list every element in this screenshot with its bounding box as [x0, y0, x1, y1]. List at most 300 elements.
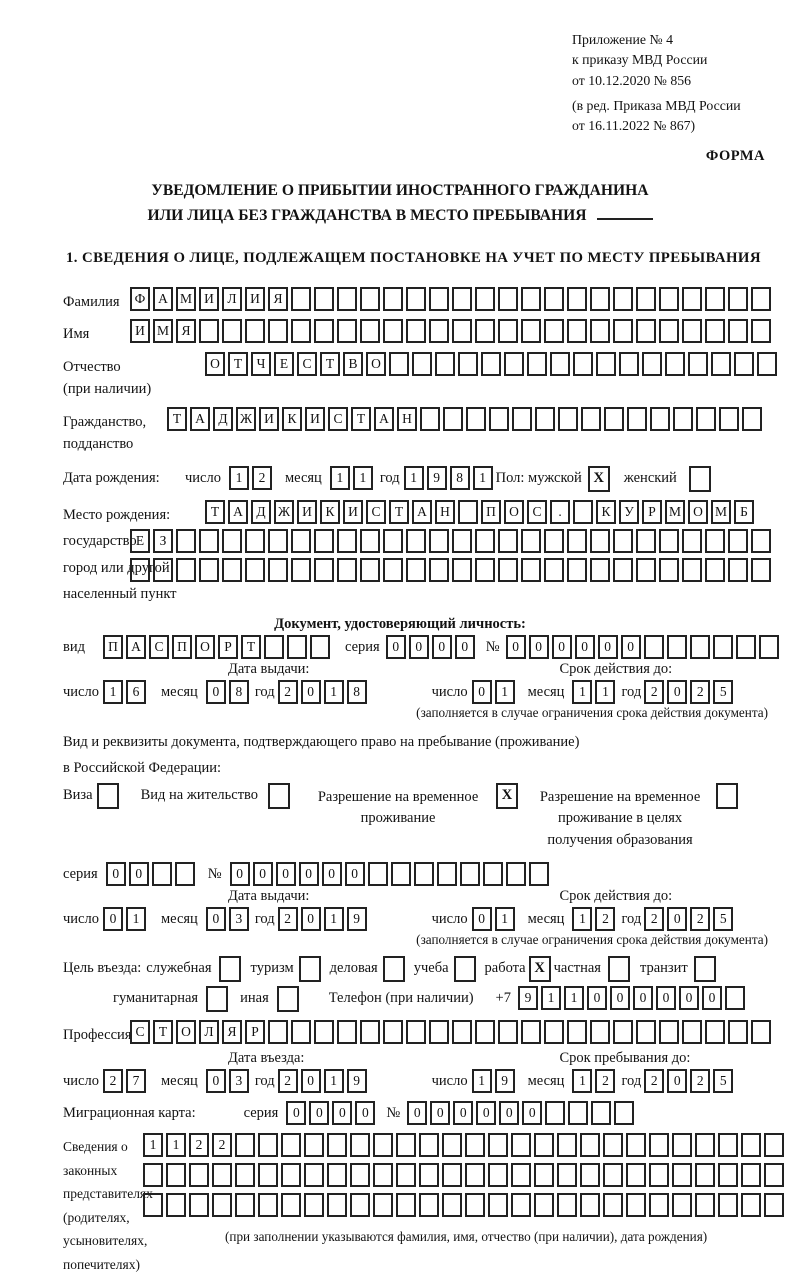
char-cell[interactable]: 0 [230, 862, 250, 886]
char-cell[interactable] [268, 558, 288, 582]
char-cell[interactable] [719, 407, 739, 431]
char-cell[interactable] [189, 1193, 209, 1217]
char-cell[interactable] [475, 558, 495, 582]
char-cell[interactable] [199, 319, 219, 343]
char-cell[interactable]: Т [351, 407, 371, 431]
char-cell[interactable] [291, 558, 311, 582]
char-cell[interactable] [636, 1020, 656, 1044]
char-cell[interactable] [488, 1163, 508, 1187]
char-cell[interactable]: 1 [473, 466, 493, 490]
char-cell[interactable] [659, 558, 679, 582]
purpose-private-checkbox[interactable] [608, 956, 630, 982]
char-cell[interactable]: 0 [455, 635, 475, 659]
char-cell[interactable] [696, 407, 716, 431]
char-cell[interactable] [481, 352, 501, 376]
char-cell[interactable]: С [149, 635, 169, 659]
char-cell[interactable]: 8 [347, 680, 367, 704]
char-cell[interactable] [718, 1163, 738, 1187]
char-cell[interactable]: 3 [229, 907, 249, 931]
char-cell[interactable]: М [176, 287, 196, 311]
char-cell[interactable] [175, 862, 195, 886]
char-cell[interactable] [613, 529, 633, 553]
birth-year-input[interactable] [404, 466, 496, 490]
char-cell[interactable] [544, 1020, 564, 1044]
char-cell[interactable]: 1 [324, 907, 344, 931]
char-cell[interactable] [521, 1020, 541, 1044]
char-cell[interactable] [488, 1193, 508, 1217]
permit-valid-day-input[interactable] [472, 907, 518, 931]
char-cell[interactable] [420, 407, 440, 431]
char-cell[interactable] [636, 529, 656, 553]
visa-checkbox[interactable] [97, 783, 119, 809]
char-cell[interactable] [414, 862, 434, 886]
char-cell[interactable] [590, 558, 610, 582]
char-cell[interactable] [452, 1020, 472, 1044]
doc-valid-year-input[interactable] [644, 680, 736, 704]
char-cell[interactable]: 0 [621, 635, 641, 659]
char-cell[interactable]: 0 [667, 680, 687, 704]
char-cell[interactable] [573, 500, 593, 524]
char-cell[interactable] [199, 529, 219, 553]
char-cell[interactable] [304, 1193, 324, 1217]
char-cell[interactable] [245, 558, 265, 582]
char-cell[interactable] [287, 635, 307, 659]
char-cell[interactable] [529, 862, 549, 886]
char-cell[interactable] [521, 287, 541, 311]
char-cell[interactable] [711, 352, 731, 376]
char-cell[interactable] [235, 1133, 255, 1157]
char-cell[interactable] [521, 529, 541, 553]
char-cell[interactable]: 0 [575, 635, 595, 659]
char-cell[interactable] [695, 1133, 715, 1157]
permit-issue-year-input[interactable] [278, 907, 370, 931]
char-cell[interactable]: 0 [702, 986, 722, 1010]
char-cell[interactable]: 0 [522, 1101, 542, 1125]
char-cell[interactable] [310, 635, 330, 659]
char-cell[interactable] [391, 862, 411, 886]
permit-number-input[interactable] [230, 862, 552, 886]
residence-permit-checkbox[interactable] [268, 783, 290, 809]
migcard-series-input[interactable] [286, 1101, 378, 1125]
char-cell[interactable] [751, 1020, 771, 1044]
rvp-education-checkbox[interactable] [716, 783, 738, 809]
char-cell[interactable]: 0 [633, 986, 653, 1010]
permit-valid-month-input[interactable] [572, 907, 618, 931]
char-cell[interactable] [406, 287, 426, 311]
char-cell[interactable] [498, 1020, 518, 1044]
char-cell[interactable] [452, 319, 472, 343]
representatives-row1-input[interactable] [143, 1133, 787, 1157]
char-cell[interactable]: 1 [166, 1133, 186, 1157]
char-cell[interactable] [544, 319, 564, 343]
char-cell[interactable] [759, 635, 779, 659]
char-cell[interactable] [327, 1163, 347, 1187]
char-cell[interactable]: О [504, 500, 524, 524]
char-cell[interactable]: Ж [236, 407, 256, 431]
char-cell[interactable] [672, 1193, 692, 1217]
char-cell[interactable] [511, 1193, 531, 1217]
char-cell[interactable]: М [665, 500, 685, 524]
char-cell[interactable] [567, 287, 587, 311]
char-cell[interactable] [268, 319, 288, 343]
char-cell[interactable] [435, 352, 455, 376]
char-cell[interactable] [764, 1193, 784, 1217]
char-cell[interactable] [613, 558, 633, 582]
char-cell[interactable] [764, 1133, 784, 1157]
char-cell[interactable]: А [412, 500, 432, 524]
char-cell[interactable] [667, 635, 687, 659]
doc-kind-input[interactable] [103, 635, 333, 659]
char-cell[interactable] [419, 1163, 439, 1187]
char-cell[interactable] [245, 529, 265, 553]
char-cell[interactable]: 2 [644, 907, 664, 931]
char-cell[interactable]: 0 [106, 862, 126, 886]
char-cell[interactable]: 2 [189, 1133, 209, 1157]
char-cell[interactable]: 0 [276, 862, 296, 886]
char-cell[interactable]: 2 [103, 1069, 123, 1093]
char-cell[interactable]: 2 [690, 907, 710, 931]
stay-year-input[interactable] [644, 1069, 736, 1093]
char-cell[interactable]: 3 [229, 1069, 249, 1093]
char-cell[interactable]: И [199, 287, 219, 311]
citizenship-input[interactable] [167, 407, 765, 431]
char-cell[interactable] [212, 1193, 232, 1217]
char-cell[interactable] [736, 635, 756, 659]
char-cell[interactable] [291, 529, 311, 553]
char-cell[interactable]: И [343, 500, 363, 524]
char-cell[interactable]: 0 [309, 1101, 329, 1125]
char-cell[interactable] [573, 352, 593, 376]
char-cell[interactable]: О [205, 352, 225, 376]
char-cell[interactable] [166, 1163, 186, 1187]
char-cell[interactable] [682, 1020, 702, 1044]
profession-input[interactable] [130, 1020, 774, 1044]
char-cell[interactable] [452, 558, 472, 582]
patronymic-input[interactable] [205, 352, 780, 376]
char-cell[interactable]: Т [389, 500, 409, 524]
char-cell[interactable]: 9 [518, 986, 538, 1010]
char-cell[interactable] [705, 1020, 725, 1044]
char-cell[interactable] [383, 529, 403, 553]
char-cell[interactable] [741, 1193, 761, 1217]
char-cell[interactable] [705, 319, 725, 343]
char-cell[interactable] [304, 1133, 324, 1157]
char-cell[interactable] [429, 558, 449, 582]
char-cell[interactable] [452, 529, 472, 553]
char-cell[interactable] [498, 319, 518, 343]
char-cell[interactable]: 1 [324, 680, 344, 704]
char-cell[interactable]: У [619, 500, 639, 524]
char-cell[interactable] [511, 1133, 531, 1157]
char-cell[interactable] [557, 1193, 577, 1217]
char-cell[interactable] [337, 558, 357, 582]
char-cell[interactable] [741, 1163, 761, 1187]
char-cell[interactable]: 0 [206, 680, 226, 704]
char-cell[interactable]: Б [734, 500, 754, 524]
char-cell[interactable]: 1 [404, 466, 424, 490]
char-cell[interactable]: 9 [347, 1069, 367, 1093]
char-cell[interactable]: К [282, 407, 302, 431]
char-cell[interactable]: 9 [427, 466, 447, 490]
char-cell[interactable] [396, 1193, 416, 1217]
char-cell[interactable]: 0 [587, 986, 607, 1010]
char-cell[interactable] [483, 862, 503, 886]
char-cell[interactable] [498, 287, 518, 311]
char-cell[interactable] [235, 1163, 255, 1187]
char-cell[interactable] [360, 1020, 380, 1044]
purpose-work-checkbox[interactable]: X [529, 956, 551, 982]
char-cell[interactable]: Е [130, 529, 150, 553]
char-cell[interactable] [337, 319, 357, 343]
char-cell[interactable]: Ф [130, 287, 150, 311]
char-cell[interactable]: И [130, 319, 150, 343]
char-cell[interactable] [222, 319, 242, 343]
char-cell[interactable]: 1 [495, 680, 515, 704]
char-cell[interactable]: А [126, 635, 146, 659]
char-cell[interactable]: 0 [656, 986, 676, 1010]
char-cell[interactable] [649, 1133, 669, 1157]
char-cell[interactable] [682, 558, 702, 582]
char-cell[interactable] [176, 529, 196, 553]
char-cell[interactable]: Ч [251, 352, 271, 376]
char-cell[interactable] [437, 862, 457, 886]
char-cell[interactable] [590, 319, 610, 343]
char-cell[interactable] [728, 287, 748, 311]
char-cell[interactable]: 0 [529, 635, 549, 659]
char-cell[interactable] [258, 1163, 278, 1187]
char-cell[interactable]: 1 [126, 907, 146, 931]
char-cell[interactable]: Ж [274, 500, 294, 524]
doc-number-input[interactable] [506, 635, 782, 659]
char-cell[interactable] [452, 287, 472, 311]
char-cell[interactable]: П [103, 635, 123, 659]
migcard-number-input[interactable] [407, 1101, 637, 1125]
char-cell[interactable] [314, 529, 334, 553]
char-cell[interactable] [412, 352, 432, 376]
char-cell[interactable] [567, 529, 587, 553]
sex-female-checkbox[interactable] [689, 466, 711, 492]
char-cell[interactable] [466, 407, 486, 431]
char-cell[interactable] [580, 1193, 600, 1217]
char-cell[interactable]: Т [167, 407, 187, 431]
char-cell[interactable]: К [320, 500, 340, 524]
char-cell[interactable]: И [245, 287, 265, 311]
char-cell[interactable] [442, 1193, 462, 1217]
char-cell[interactable] [521, 319, 541, 343]
char-cell[interactable] [725, 986, 745, 1010]
surname-input[interactable] [130, 287, 774, 311]
char-cell[interactable] [557, 1133, 577, 1157]
char-cell[interactable] [649, 1163, 669, 1187]
char-cell[interactable]: 0 [206, 907, 226, 931]
char-cell[interactable] [764, 1163, 784, 1187]
char-cell[interactable] [383, 287, 403, 311]
char-cell[interactable]: А [190, 407, 210, 431]
char-cell[interactable]: Р [642, 500, 662, 524]
char-cell[interactable] [544, 529, 564, 553]
char-cell[interactable]: 0 [667, 907, 687, 931]
char-cell[interactable]: И [305, 407, 325, 431]
entry-month-input[interactable] [206, 1069, 252, 1093]
char-cell[interactable]: 0 [499, 1101, 519, 1125]
char-cell[interactable]: 0 [299, 862, 319, 886]
char-cell[interactable] [534, 1163, 554, 1187]
char-cell[interactable] [291, 319, 311, 343]
rvp-checkbox[interactable]: X [496, 783, 518, 809]
char-cell[interactable] [460, 862, 480, 886]
entry-day-input[interactable] [103, 1069, 149, 1093]
char-cell[interactable]: 0 [301, 1069, 321, 1093]
char-cell[interactable] [166, 1193, 186, 1217]
char-cell[interactable]: И [259, 407, 279, 431]
char-cell[interactable] [189, 1163, 209, 1187]
char-cell[interactable]: Н [397, 407, 417, 431]
char-cell[interactable]: С [328, 407, 348, 431]
char-cell[interactable] [419, 1193, 439, 1217]
char-cell[interactable] [153, 558, 173, 582]
char-cell[interactable] [596, 352, 616, 376]
char-cell[interactable] [143, 1193, 163, 1217]
char-cell[interactable]: 2 [278, 907, 298, 931]
char-cell[interactable]: 2 [644, 680, 664, 704]
char-cell[interactable] [337, 529, 357, 553]
char-cell[interactable] [396, 1133, 416, 1157]
char-cell[interactable]: О [195, 635, 215, 659]
char-cell[interactable]: Д [213, 407, 233, 431]
char-cell[interactable] [360, 287, 380, 311]
char-cell[interactable]: 0 [667, 1069, 687, 1093]
char-cell[interactable] [350, 1193, 370, 1217]
char-cell[interactable] [258, 1193, 278, 1217]
permit-valid-year-input[interactable] [644, 907, 736, 931]
char-cell[interactable] [373, 1163, 393, 1187]
stay-day-input[interactable] [472, 1069, 518, 1093]
char-cell[interactable] [535, 407, 555, 431]
permit-issue-month-input[interactable] [206, 907, 252, 931]
char-cell[interactable] [672, 1133, 692, 1157]
char-cell[interactable] [580, 1163, 600, 1187]
birthplace-row2-input[interactable] [130, 529, 774, 553]
permit-series-input[interactable] [106, 862, 198, 886]
stay-month-input[interactable] [572, 1069, 618, 1093]
char-cell[interactable] [406, 558, 426, 582]
char-cell[interactable]: 2 [278, 1069, 298, 1093]
char-cell[interactable] [314, 558, 334, 582]
char-cell[interactable]: 2 [595, 907, 615, 931]
char-cell[interactable] [512, 407, 532, 431]
char-cell[interactable] [442, 1133, 462, 1157]
char-cell[interactable] [659, 287, 679, 311]
purpose-humanitarian-checkbox[interactable] [206, 986, 228, 1012]
char-cell[interactable] [659, 529, 679, 553]
birthplace-row3-input[interactable] [130, 558, 774, 582]
char-cell[interactable] [718, 1133, 738, 1157]
char-cell[interactable] [604, 407, 624, 431]
char-cell[interactable]: 0 [506, 635, 526, 659]
char-cell[interactable]: 0 [301, 907, 321, 931]
char-cell[interactable]: 0 [301, 680, 321, 704]
char-cell[interactable] [659, 319, 679, 343]
char-cell[interactable]: Т [228, 352, 248, 376]
char-cell[interactable]: А [374, 407, 394, 431]
char-cell[interactable]: З [153, 529, 173, 553]
representatives-row2-input[interactable] [143, 1163, 787, 1187]
char-cell[interactable] [383, 319, 403, 343]
char-cell[interactable] [695, 1163, 715, 1187]
birth-month-input[interactable] [330, 466, 376, 490]
purpose-tourism-checkbox[interactable] [299, 956, 321, 982]
char-cell[interactable] [568, 1101, 588, 1125]
char-cell[interactable] [521, 558, 541, 582]
char-cell[interactable] [619, 352, 639, 376]
char-cell[interactable]: 2 [690, 1069, 710, 1093]
char-cell[interactable] [534, 1193, 554, 1217]
char-cell[interactable] [360, 529, 380, 553]
char-cell[interactable] [558, 407, 578, 431]
char-cell[interactable] [728, 1020, 748, 1044]
char-cell[interactable]: Н [435, 500, 455, 524]
char-cell[interactable]: 0 [355, 1101, 375, 1125]
char-cell[interactable] [751, 319, 771, 343]
char-cell[interactable]: С [130, 1020, 150, 1044]
char-cell[interactable] [130, 558, 150, 582]
char-cell[interactable] [281, 1193, 301, 1217]
char-cell[interactable] [751, 529, 771, 553]
char-cell[interactable] [650, 407, 670, 431]
char-cell[interactable]: 0 [679, 986, 699, 1010]
char-cell[interactable] [222, 529, 242, 553]
char-cell[interactable] [350, 1163, 370, 1187]
char-cell[interactable] [603, 1163, 623, 1187]
purpose-transit-checkbox[interactable] [694, 956, 716, 982]
char-cell[interactable] [498, 529, 518, 553]
char-cell[interactable] [268, 1020, 288, 1044]
char-cell[interactable] [580, 1133, 600, 1157]
char-cell[interactable] [682, 287, 702, 311]
char-cell[interactable]: 2 [252, 466, 272, 490]
char-cell[interactable] [176, 558, 196, 582]
char-cell[interactable] [281, 1163, 301, 1187]
char-cell[interactable] [258, 1133, 278, 1157]
char-cell[interactable]: 2 [278, 680, 298, 704]
char-cell[interactable] [741, 1133, 761, 1157]
char-cell[interactable] [614, 1101, 634, 1125]
char-cell[interactable]: Е [274, 352, 294, 376]
char-cell[interactable] [350, 1133, 370, 1157]
char-cell[interactable]: 0 [253, 862, 273, 886]
char-cell[interactable]: 8 [450, 466, 470, 490]
char-cell[interactable] [458, 352, 478, 376]
char-cell[interactable]: 0 [407, 1101, 427, 1125]
char-cell[interactable]: 0 [472, 680, 492, 704]
char-cell[interactable] [626, 1133, 646, 1157]
char-cell[interactable] [465, 1133, 485, 1157]
char-cell[interactable]: Т [241, 635, 261, 659]
char-cell[interactable]: 1 [564, 986, 584, 1010]
char-cell[interactable] [429, 287, 449, 311]
char-cell[interactable] [534, 1133, 554, 1157]
char-cell[interactable]: 0 [476, 1101, 496, 1125]
char-cell[interactable] [742, 407, 762, 431]
doc-issue-year-input[interactable] [278, 680, 370, 704]
char-cell[interactable] [429, 1020, 449, 1044]
char-cell[interactable] [567, 319, 587, 343]
char-cell[interactable] [613, 319, 633, 343]
char-cell[interactable] [590, 1020, 610, 1044]
char-cell[interactable] [429, 319, 449, 343]
char-cell[interactable] [705, 558, 725, 582]
char-cell[interactable] [581, 407, 601, 431]
